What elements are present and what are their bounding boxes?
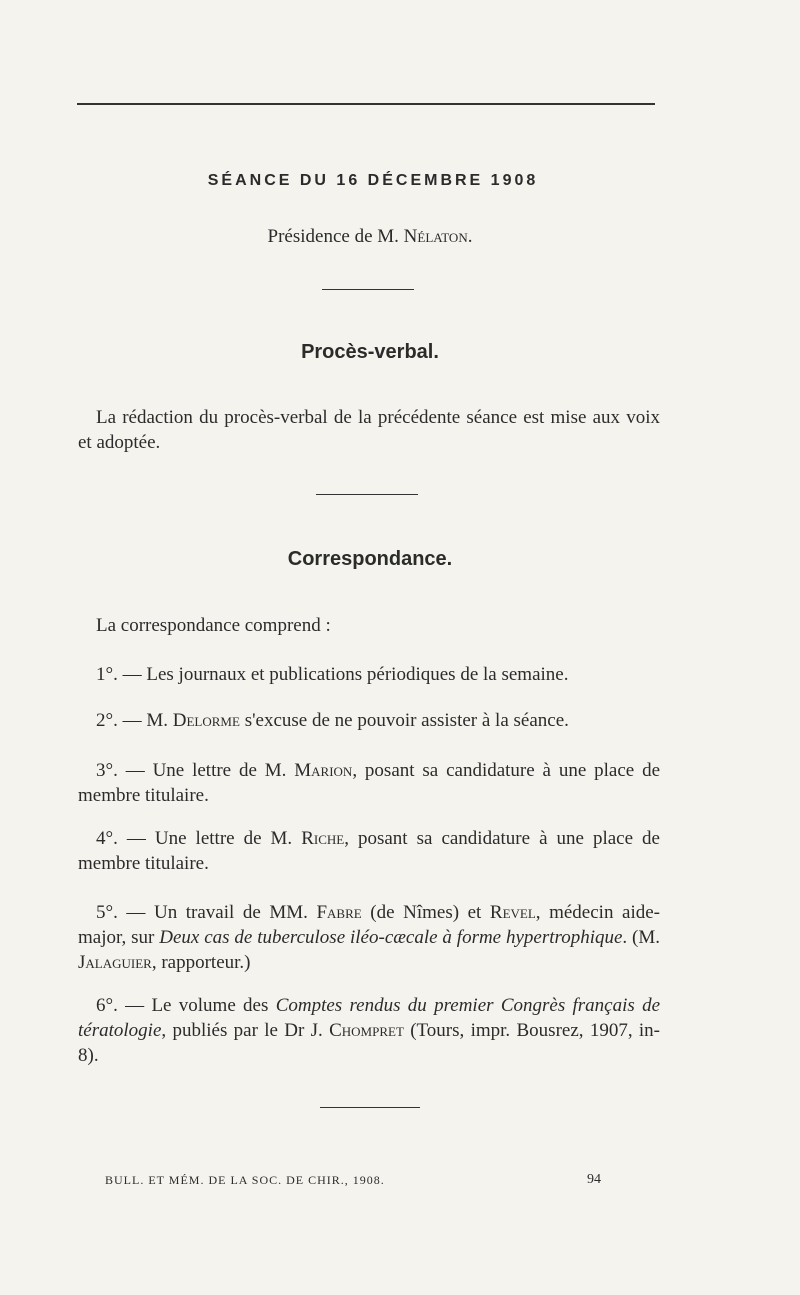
correspondance-intro: La correspondance comprend :	[96, 615, 331, 636]
item-number: 5°.	[96, 902, 118, 923]
separator-rule-3	[320, 1107, 420, 1108]
item-text: , médecin aide-major, sur	[78, 902, 660, 948]
item-text: — Une lettre de M.	[117, 760, 295, 781]
item-text: — Le volume des	[117, 995, 276, 1016]
person-name: Revel	[489, 902, 536, 923]
page-number: 94	[587, 1172, 601, 1187]
presidence-line	[0, 226, 740, 248]
proces-verbal-heading: Procès-verbal.	[301, 341, 439, 363]
president-name: Nélaton	[403, 226, 468, 247]
work-title: Deux cas de tuberculose iléo-cæcale à forme hypertrophique	[159, 927, 623, 948]
top-rule	[77, 103, 655, 105]
person-name: Jalaguier	[78, 952, 152, 973]
item-text: — M.	[117, 710, 173, 731]
list-item-1	[78, 662, 660, 687]
presidence-suffix: .	[467, 226, 473, 247]
list-item-2	[78, 708, 660, 733]
work-title: Comptes rendus du premier Congrès français de tératologie	[78, 995, 661, 1041]
item-text: — Une lettre de M.	[117, 828, 302, 849]
item-text: , posant sa candidature à une place de membre titulaire.	[78, 760, 660, 806]
list-item-4	[78, 826, 660, 876]
presidence-prefix: Présidence de M.	[267, 226, 404, 247]
list-item-5	[78, 900, 660, 975]
item-text: — Un travail de MM.	[117, 902, 317, 923]
list-item-3	[78, 758, 660, 808]
separator-rule-2	[316, 494, 418, 495]
item-number: 3°.	[96, 760, 118, 781]
person-name: Marion	[294, 760, 353, 781]
item-number: 2°.	[96, 710, 118, 731]
running-footer: BULL. ET MÉM. DE LA SOC. DE CHIR., 1908.	[105, 1173, 385, 1187]
person-name: Chompret	[329, 1020, 404, 1041]
item-text: , rapporteur.)	[151, 952, 251, 973]
person-name: Fabre	[316, 902, 362, 923]
person-name: Riche	[301, 828, 345, 849]
item-text: . (M.	[622, 927, 661, 948]
item-text: — Les journaux et publications périodiques de la semaine.	[117, 664, 569, 685]
correspondance-heading: Correspondance.	[287, 548, 453, 570]
item-text: , posant sa candidature à une place de membre titulaire.	[78, 828, 660, 874]
person-name: Delorme	[172, 710, 240, 731]
item-number: 4°.	[96, 828, 118, 849]
separator-rule-1	[322, 289, 414, 290]
item-text: (de Nîmes) et	[361, 902, 490, 923]
item-text: (Tours, impr. Bousrez, 1907, in-8).	[78, 1020, 660, 1066]
item-number: 6°.	[96, 995, 118, 1016]
seance-title: SÉANCE DU 16 DÉCEMBRE 1908	[207, 172, 539, 189]
proces-verbal-text: La rédaction du procès-verbal de la précédente séance est mise aux voix et adoptée.	[78, 407, 660, 453]
item-number: 1°.	[96, 664, 118, 685]
item-text: s'excuse de ne pouvoir assister à la séance.	[239, 710, 569, 731]
list-item-6	[78, 993, 660, 1068]
item-text: , publiés par le Dr J.	[161, 1020, 330, 1041]
